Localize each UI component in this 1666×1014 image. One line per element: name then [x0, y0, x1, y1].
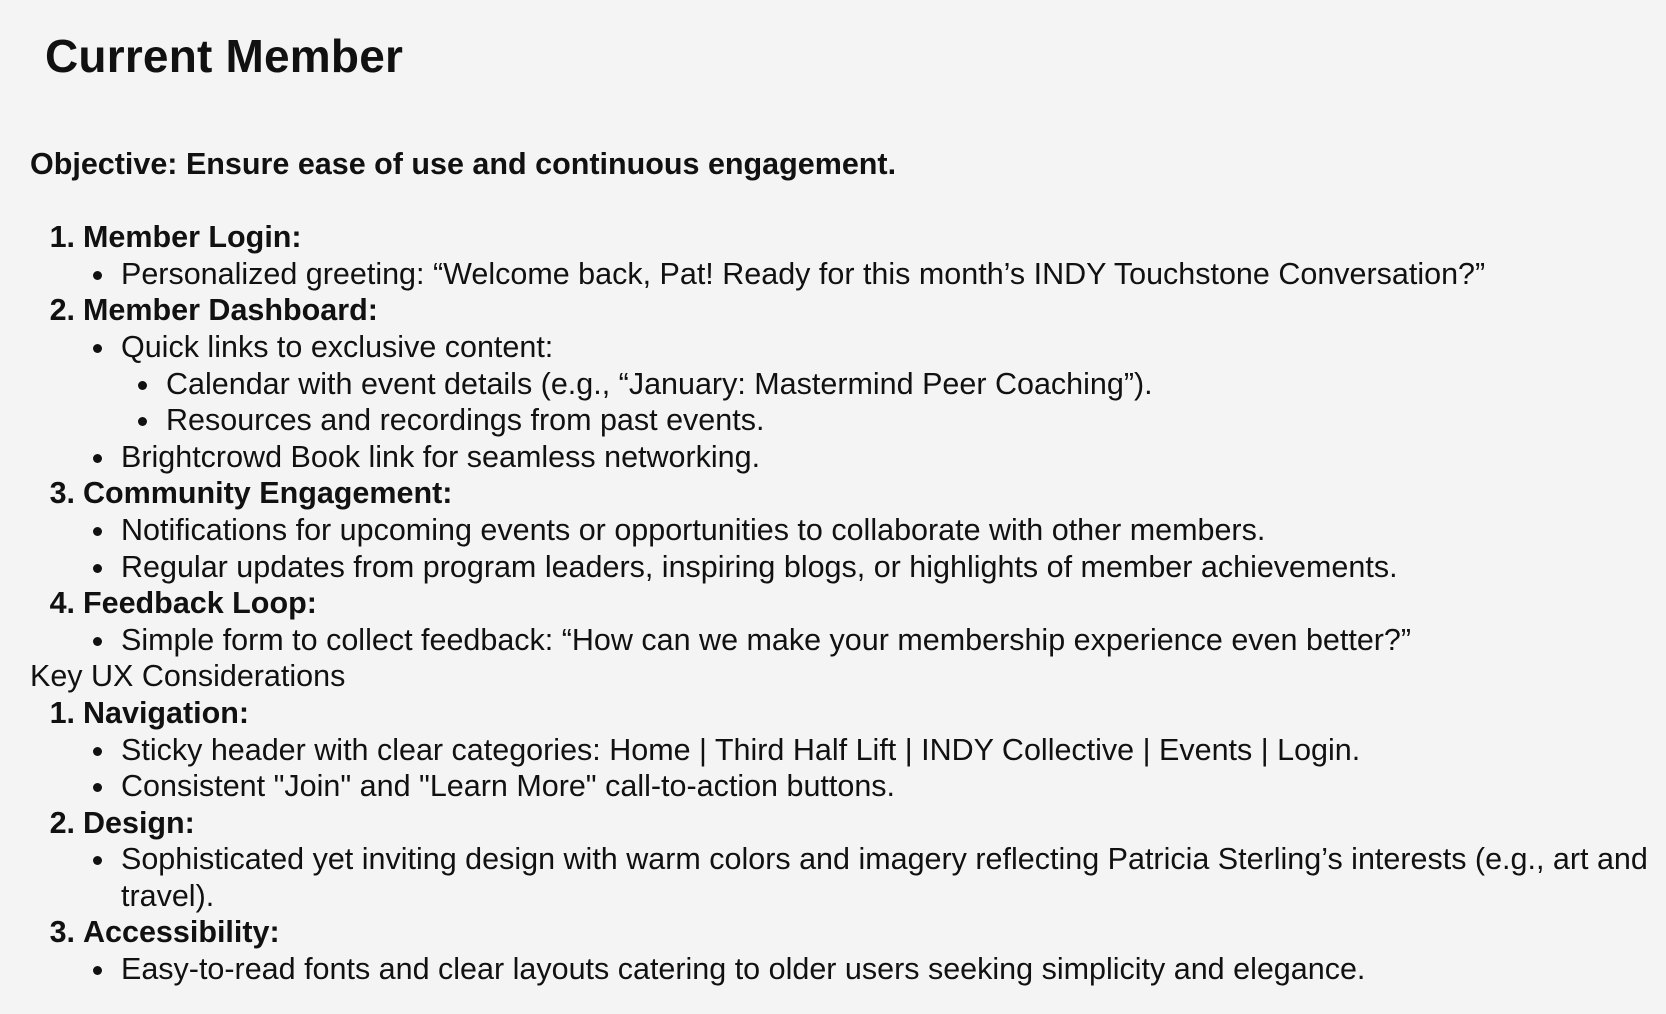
list-heading: Accessibility: — [83, 915, 280, 950]
list-item-community-engagement — [30, 475, 1660, 585]
list-heading: Community Engagement: — [83, 476, 453, 511]
list-item-member-login — [30, 219, 1660, 292]
page-title: Current Member — [45, 30, 404, 82]
list-item-design — [30, 805, 1660, 915]
list-number: 2. — [49, 293, 75, 328]
list-item-navigation — [30, 695, 1660, 805]
list-number: 2. — [49, 805, 75, 840]
list-number: 1. — [49, 695, 75, 730]
list-number: 3. — [49, 915, 75, 950]
list-item: Consistent "Join" and "Learn More" call-to-action buttons. — [121, 768, 1660, 805]
list-item: Brightcrowd Book link for seamless networking. — [121, 439, 1660, 476]
ux-section-heading: Key UX Considerations — [30, 659, 346, 694]
list-item-member-dashboard — [30, 292, 1660, 475]
list-number: 4. — [49, 586, 75, 621]
list-item-feedback-loop — [30, 585, 1660, 658]
list-heading: Navigation: — [83, 695, 250, 730]
sub-list-item: Calendar with event details (e.g., “January: Mastermind Peer Coaching”). — [166, 366, 1660, 403]
list-item: Simple form to collect feedback: “How can we make your membership experience even better?” — [121, 622, 1660, 659]
list-number: 1. — [49, 220, 75, 255]
list-heading: Feedback Loop: — [83, 586, 317, 621]
list-number: 3. — [49, 476, 75, 511]
list-heading: Design: — [83, 805, 195, 840]
list-item: Personalized greeting: “Welcome back, Pat! Ready for this month’s INDY Touchstone Conversation?” — [121, 256, 1660, 293]
list-heading: Member Dashboard: — [83, 293, 378, 328]
list-heading: Member Login: — [83, 220, 302, 255]
ux-considerations-list — [30, 695, 1660, 988]
list-item: Sophisticated yet inviting design with warm colors and imagery reflecting Patricia Sterling’s interests (e.g., art and travel). — [121, 841, 1660, 914]
sub-list-item: Resources and recordings from past events. — [166, 402, 1660, 439]
list-item: Sticky header with clear categories: Home | Third Half Lift | INDY Collective | Events | Login. — [121, 732, 1660, 769]
objective-text: Objective: Ensure ease of use and continuous engagement. — [30, 147, 897, 181]
member-steps-list — [30, 219, 1660, 658]
list-item: Easy-to-read fonts and clear layouts catering to older users seeking simplicity and elegance. — [121, 951, 1660, 988]
list-item-accessibility — [30, 914, 1660, 987]
list-item-text: Quick links to exclusive content: — [121, 329, 554, 364]
list-item — [121, 329, 1660, 439]
list-item: Notifications for upcoming events or opportunities to collaborate with other members. — [121, 512, 1660, 549]
list-item: Regular updates from program leaders, inspiring blogs, or highlights of member achievements. — [121, 549, 1660, 586]
document-body — [30, 146, 1660, 988]
